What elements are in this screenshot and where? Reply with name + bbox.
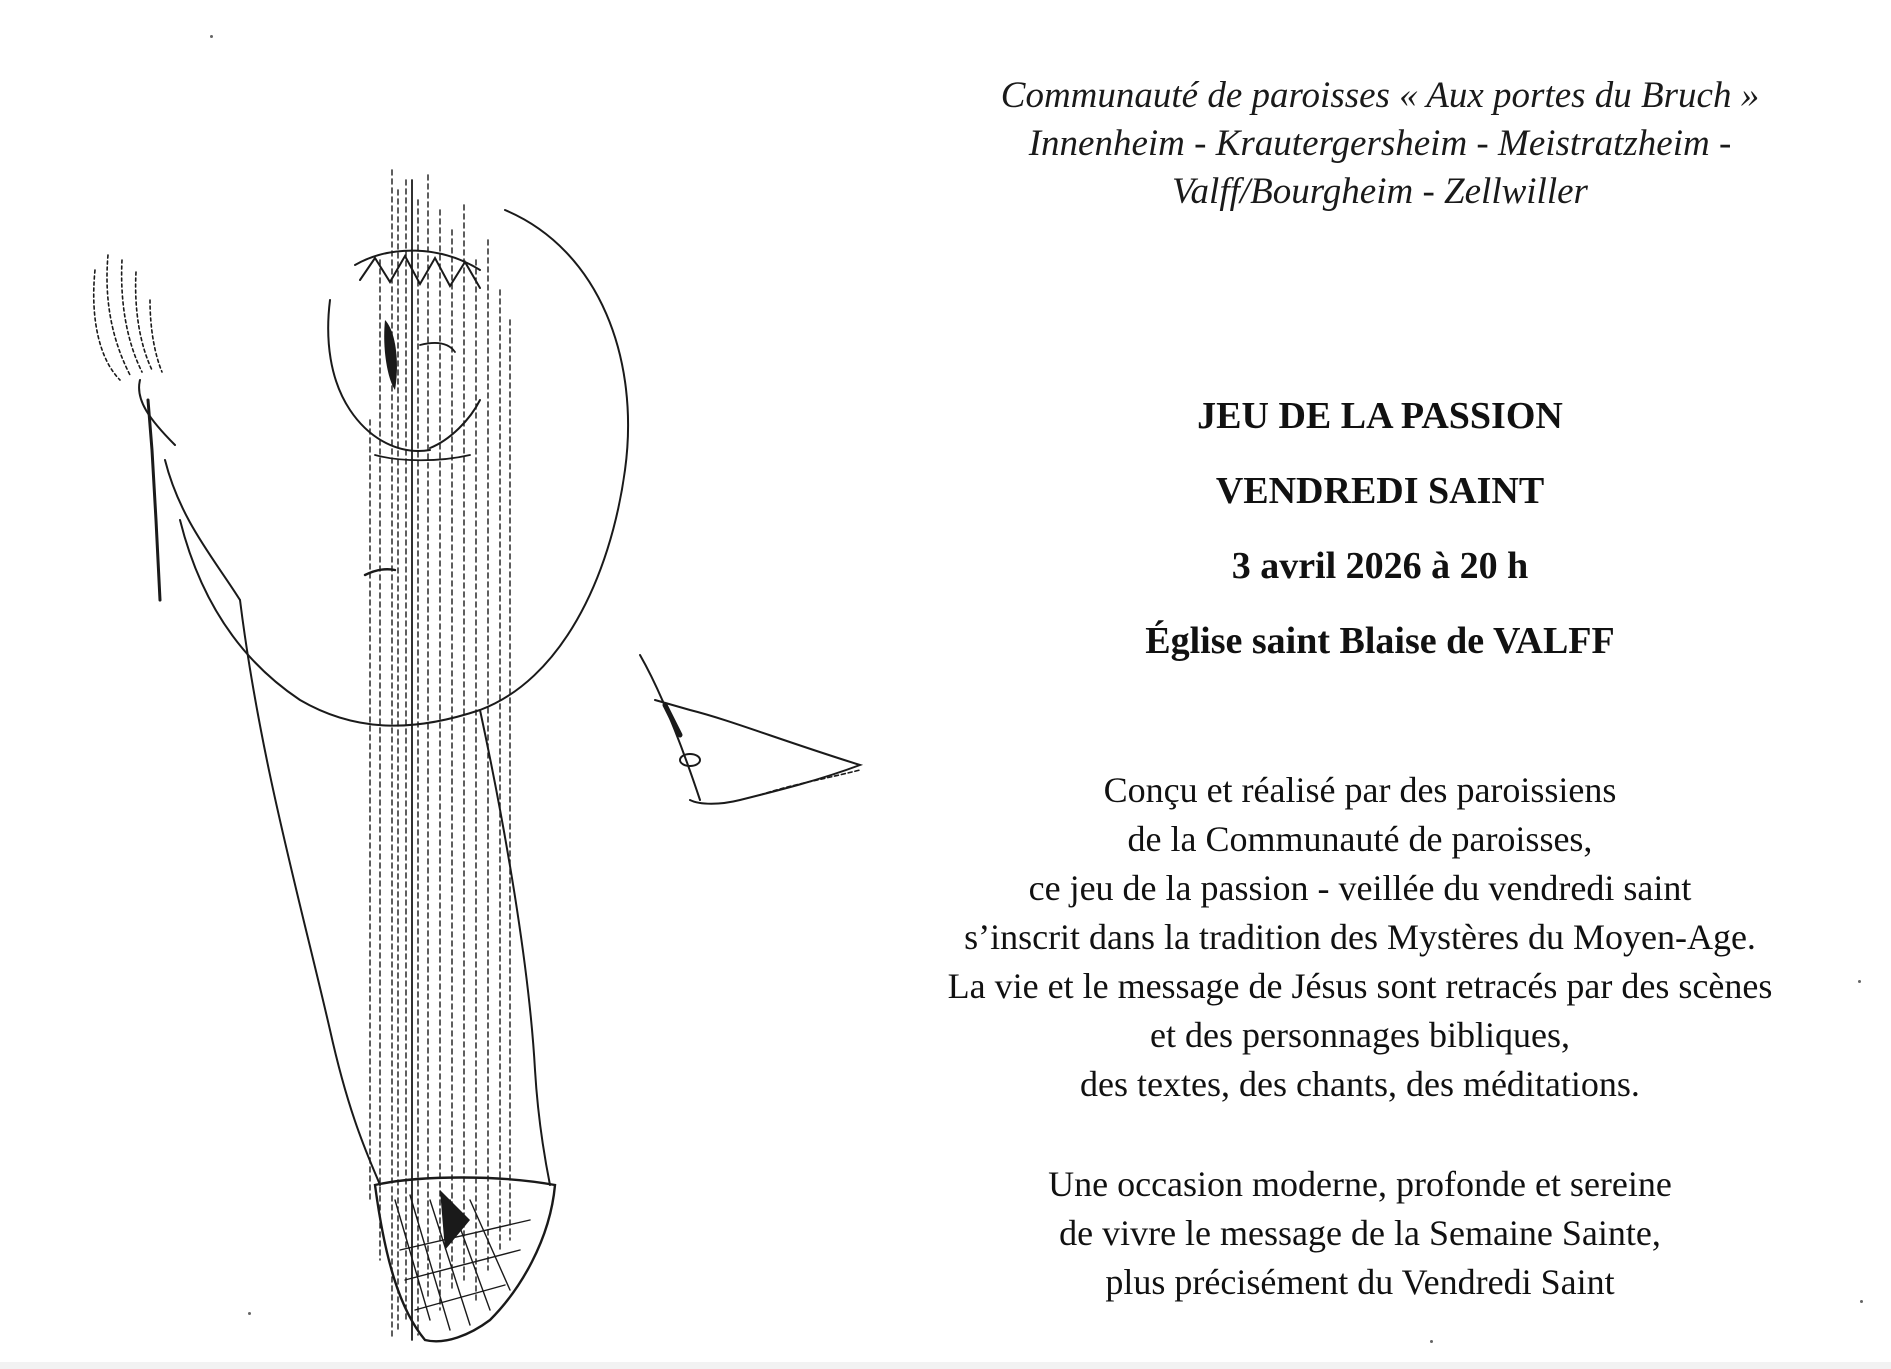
scan-speck: [1858, 980, 1861, 983]
scan-speck: [1860, 1300, 1863, 1303]
description-line: s’inscrit dans la tradition des Mystères du Moyen-Age.: [964, 917, 1756, 957]
header-line: Innenheim - Krautergersheim - Meistratzheim -: [1028, 123, 1732, 164]
event-day: VENDREDI SAINT: [1215, 470, 1545, 512]
description-line: des textes, des chants, des méditations.: [1080, 1064, 1640, 1104]
scan-edge: [0, 1362, 1891, 1369]
description-line: La vie et le message de Jésus sont retracés par des scènes: [947, 966, 1773, 1006]
crucifixion-sketch-icon: [0, 0, 900, 1369]
description-line: de la Communauté de paroisses,: [1127, 819, 1593, 859]
scan-speck: [210, 35, 213, 38]
closing-line: de vivre le message de la Semaine Sainte,: [1059, 1213, 1661, 1253]
closing: [860, 1160, 1860, 1307]
description-line: ce jeu de la passion - veillée du vendredi saint: [1028, 868, 1692, 908]
event-date-time: 3 avril 2026 à 20 h: [1231, 545, 1529, 587]
parish-header: [880, 72, 1880, 216]
event-block: [880, 388, 1880, 688]
description-line: et des personnages bibliques,: [1150, 1015, 1570, 1055]
description-line: Conçu et réalisé par des paroissiens: [1103, 770, 1617, 810]
scan-speck: [248, 1312, 251, 1315]
scan-speck: [1430, 1340, 1433, 1343]
closing-line: plus précisément du Vendredi Saint: [1105, 1262, 1615, 1302]
header-line: Valff/Bourgheim - Zellwiller: [1172, 171, 1588, 212]
closing-line: Une occasion moderne, profonde et sereine: [1048, 1164, 1672, 1204]
header-line: Communauté de paroisses « Aux portes du Bruch »: [1000, 75, 1760, 116]
event-venue: Église saint Blaise de VALFF: [1145, 620, 1615, 662]
event-title: JEU DE LA PASSION: [1197, 395, 1563, 437]
description: [860, 766, 1860, 1109]
